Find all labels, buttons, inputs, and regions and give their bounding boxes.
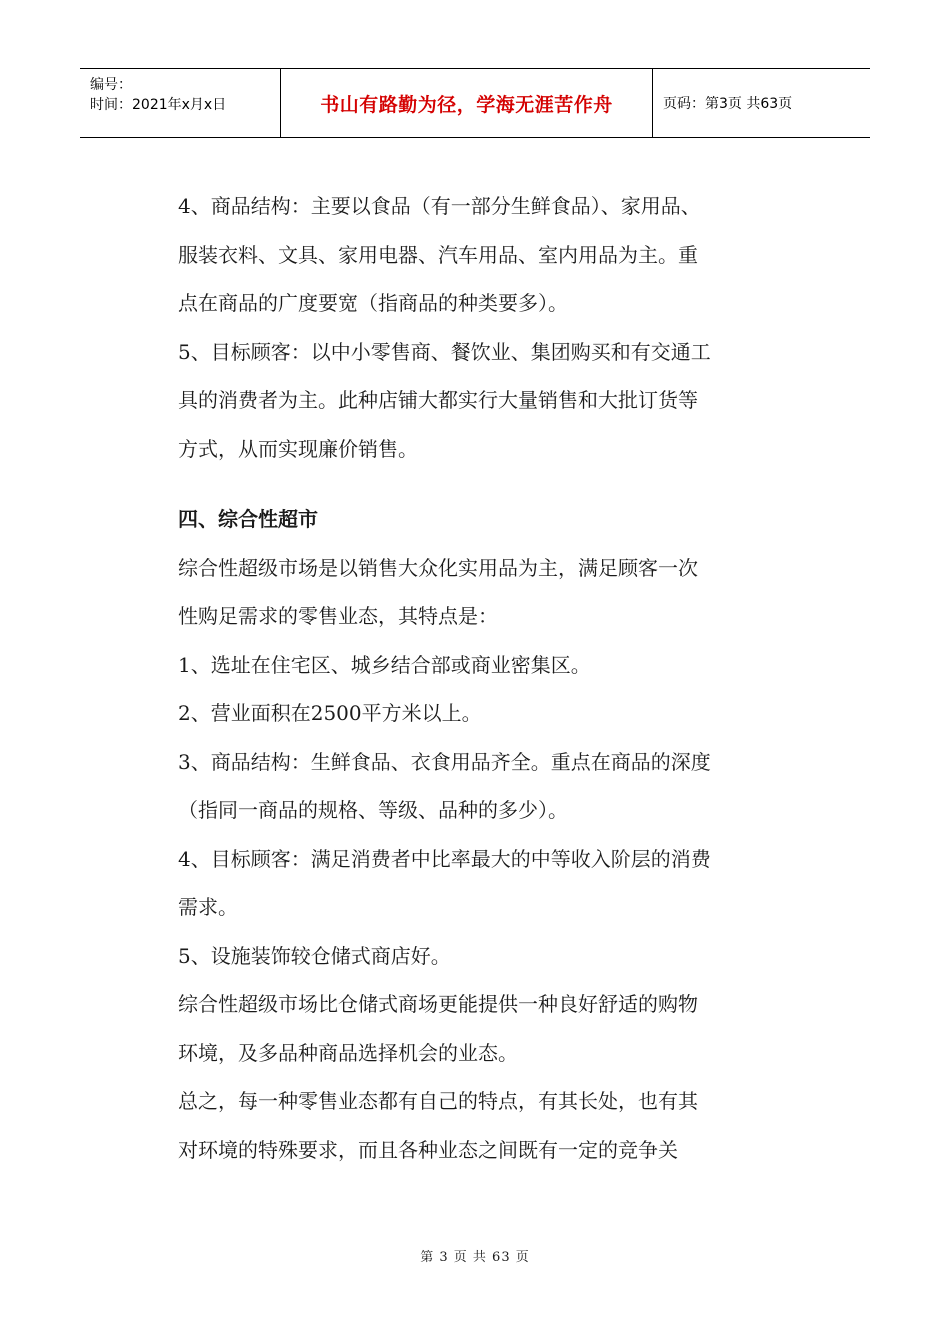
section-paragraphs-b: [178, 544, 778, 1175]
page-footer: 第 3 页 共 63 页: [420, 1250, 530, 1265]
text-line: （指同一商品的规格、等级、品种的多少）。: [178, 798, 568, 822]
header-info-cell: [80, 69, 280, 137]
doc-time-label: 时间：2021年x月x日: [90, 97, 227, 113]
text-line: 综合性超级市场比仓储式商场更能提供一种良好舒适的购物: [178, 992, 698, 1016]
text-line: 方式，从而实现廉价销售。: [178, 436, 418, 461]
header-page-code: 页码：第3页 共63页: [663, 96, 793, 112]
text-line: 综合性超级市场是以销售大众化实用品为主，满足顾客一次: [178, 555, 698, 580]
text-line: 4、商品结构：主要以食品（有一部分生鲜食品）、家用品、: [178, 194, 701, 218]
header-motto: 书山有路勤为径，学海无涯苦作舟: [280, 69, 653, 137]
text-line: 性购足需求的零售业态，其特点是：: [178, 604, 498, 628]
document-body: [178, 182, 778, 1174]
text-line: 具的消费者为主。此种店铺大都实行大量销售和大批订货等: [178, 388, 698, 412]
doc-number-label: 编号：: [90, 77, 132, 93]
text-line: 服装衣料、文具、家用电器、汽车用品、室内用品为主。重: [178, 242, 698, 267]
section-heading: 四、综合性超市: [178, 507, 318, 531]
text-line: 总之，每一种零售业态都有自己的特点，有其长处，也有其: [178, 1089, 698, 1113]
text-line: 1、选址在住宅区、城乡结合部或商业密集区。: [178, 652, 591, 677]
text-line: 2、营业面积在2500平方米以上。: [178, 701, 482, 725]
header-table: [80, 68, 870, 138]
text-line: 环境，及多品种商品选择机会的业态。: [178, 1040, 518, 1065]
text-line: 3、商品结构：生鲜食品、衣食用品齐全。重点在商品的深度: [178, 749, 711, 774]
text-line: 需求。: [178, 895, 238, 919]
text-line: 4、目标顾客：满足消费者中比率最大的中等收入阶层的消费: [178, 846, 711, 871]
text-line: 对环境的特殊要求，而且各种业态之间既有一定的竞争关: [178, 1137, 678, 1162]
text-line: 点在商品的广度要宽（指商品的种类要多）。: [178, 291, 568, 315]
text-line: 5、目标顾客：以中小零售商、餐饮业、集团购买和有交通工: [178, 339, 711, 364]
section-paragraphs-a: [178, 182, 778, 473]
text-line: 5、设施装饰较仓储式商店好。: [178, 943, 451, 968]
